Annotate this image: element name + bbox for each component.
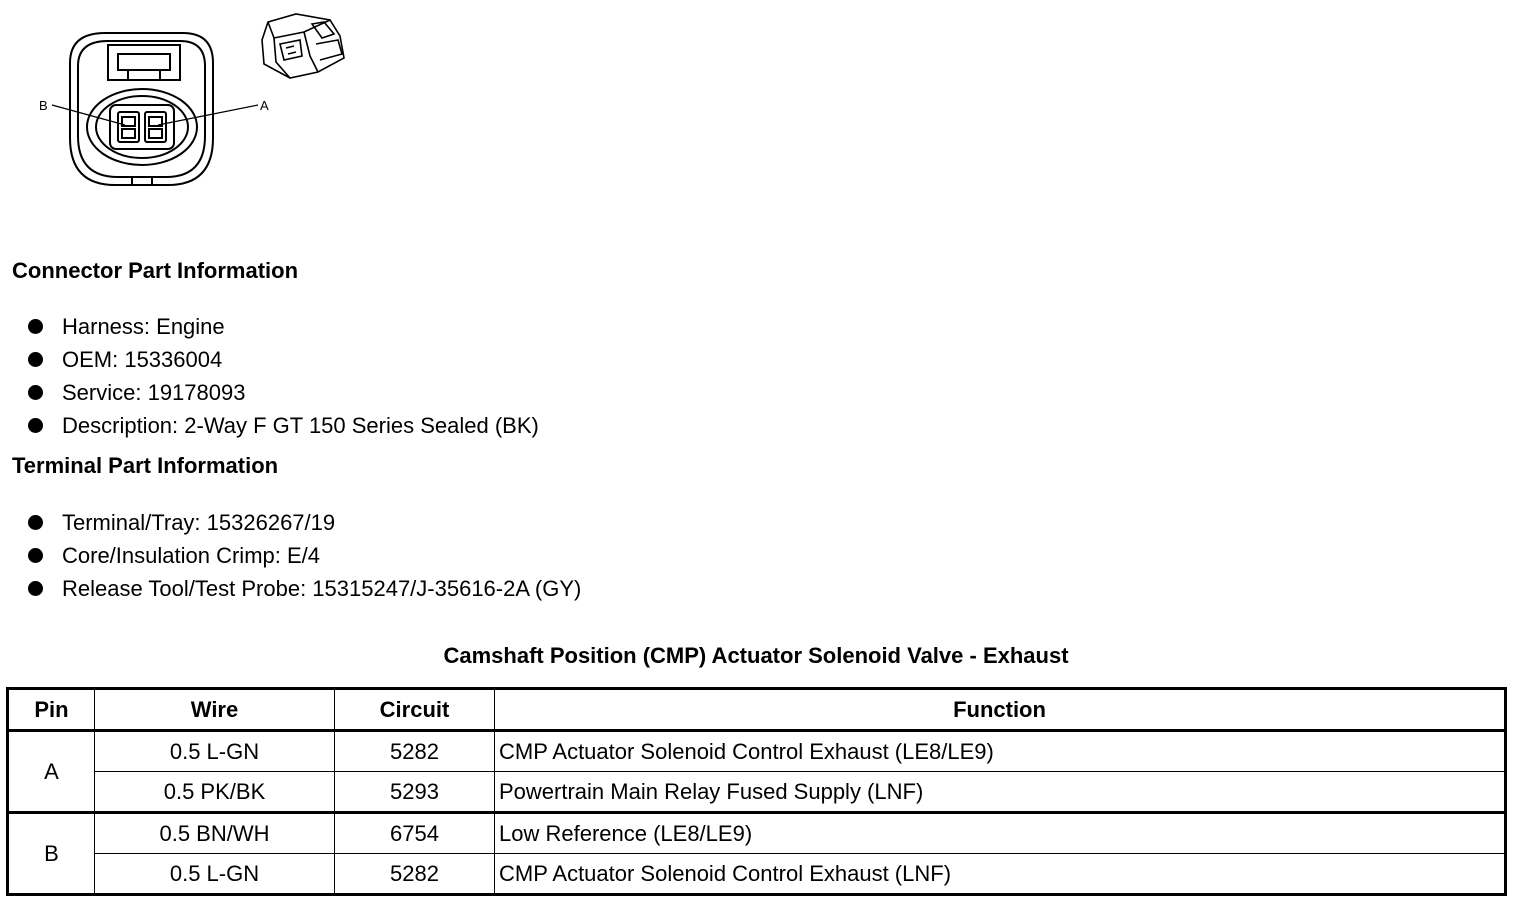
circuit-cell: 6754 — [335, 813, 495, 854]
pin-cell: A — [8, 731, 95, 813]
pin-cell: B — [8, 813, 95, 895]
pin-b-label: B — [39, 98, 48, 113]
function-cell: CMP Actuator Solenoid Control Exhaust (LNF) — [495, 854, 1506, 895]
table-row — [8, 854, 1506, 895]
terminal-part-info-heading: Terminal Part Information — [12, 453, 279, 478]
connector-face-ring-outer — [87, 89, 197, 165]
circuit-cell: 5282 — [335, 854, 495, 895]
connector-part-info-list — [28, 310, 539, 442]
list-item — [28, 310, 539, 343]
header-pin: Pin — [8, 689, 95, 731]
wire-cell: 0.5 L-GN — [95, 854, 335, 895]
table-row — [8, 731, 1506, 772]
connector-part-info-heading: Connector Part Information — [12, 258, 299, 283]
bullet-icon — [28, 319, 43, 334]
wire-cell: 0.5 L-GN — [95, 731, 335, 772]
circuit-cell: 5293 — [335, 772, 495, 813]
bullet-icon — [28, 581, 43, 596]
pinout-table-title: Camshaft Position (CMP) Actuator Solenoid Valve - Exhaust — [443, 643, 1069, 668]
bullet-icon — [28, 418, 43, 433]
list-item — [28, 376, 539, 409]
connector-iso-view — [262, 14, 344, 78]
function-cell: Powertrain Main Relay Fused Supply (LNF) — [495, 772, 1506, 813]
list-item-text: Service: 19178093 — [62, 379, 246, 405]
pin-b-leader — [52, 105, 125, 125]
terminal-part-info-list — [28, 506, 581, 605]
table-row — [8, 813, 1506, 854]
function-cell: CMP Actuator Solenoid Control Exhaust (LE8/LE9) — [495, 731, 1506, 772]
list-item — [28, 506, 581, 539]
pinout-table — [6, 687, 1507, 896]
list-item-text: Terminal/Tray: 15326267/19 — [62, 509, 336, 535]
header-wire: Wire — [95, 689, 335, 731]
connector-diagram — [0, 0, 380, 200]
wire-cell: 0.5 PK/BK — [95, 772, 335, 813]
header-function: Function — [495, 689, 1506, 731]
list-item-text: Harness: Engine — [62, 313, 225, 339]
bullet-icon — [28, 548, 43, 563]
pin-a-label: A — [260, 98, 269, 113]
header-circuit: Circuit — [335, 689, 495, 731]
table-header-row — [8, 689, 1506, 731]
list-item-text: Core/Insulation Crimp: E/4 — [62, 542, 320, 568]
list-item — [28, 409, 539, 442]
list-item-text: Description: 2-Way F GT 150 Series Sealed (BK) — [62, 412, 539, 438]
connector-inner-shell — [78, 41, 205, 177]
list-item — [28, 572, 581, 605]
wire-cell: 0.5 BN/WH — [95, 813, 335, 854]
list-item-text: OEM: 15336004 — [62, 346, 223, 372]
list-item-text: Release Tool/Test Probe: 15315247/J-35616-2A (GY) — [62, 575, 582, 601]
bullet-icon — [28, 515, 43, 530]
function-cell: Low Reference (LE8/LE9) — [495, 813, 1506, 854]
table-row — [8, 772, 1506, 813]
bullet-icon — [28, 385, 43, 400]
bullet-icon — [28, 352, 43, 367]
circuit-cell: 5282 — [335, 731, 495, 772]
list-item — [28, 539, 581, 572]
list-item — [28, 343, 539, 376]
